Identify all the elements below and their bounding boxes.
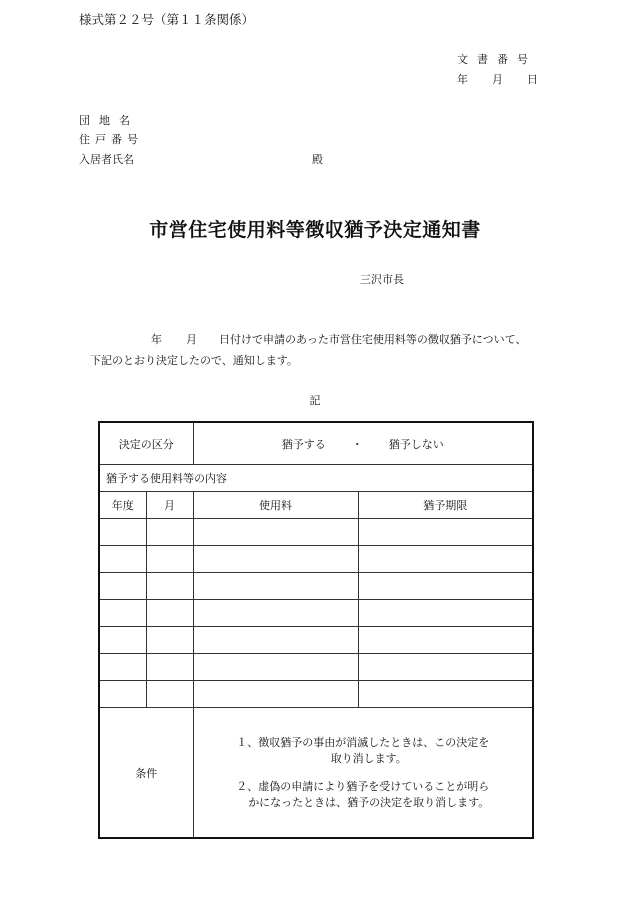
table-row xyxy=(99,546,533,573)
issuer: 三沢市長 xyxy=(360,273,404,286)
option-defer: 猶予する xyxy=(281,437,326,451)
condition-2-line-1: ２、虚偽の申請により猶予を受けていることが明ら xyxy=(236,779,490,793)
col-year: 年度 xyxy=(99,492,146,519)
col-month: 月 xyxy=(146,492,193,519)
condition-1-line-2: 取り消します。 xyxy=(330,751,407,765)
issue-date xyxy=(457,71,542,87)
decision-row xyxy=(99,422,533,465)
danchi-label: 団地名 xyxy=(79,114,139,127)
body-line-1 xyxy=(151,331,526,347)
ki-heading: 記 xyxy=(309,394,321,407)
table-row xyxy=(99,681,533,708)
date-day: 日 xyxy=(527,73,542,86)
col-fee: 使用料 xyxy=(193,492,358,519)
option-no-defer: 猶予しない xyxy=(388,437,444,451)
body-year: 年 xyxy=(151,333,162,346)
table-row xyxy=(99,600,533,627)
col-period: 猶予期限 xyxy=(358,492,533,519)
date-year: 年 xyxy=(457,73,472,86)
body-line-1-text: 日付けで申請のあった市営住宅使用料等の徴収猶予について、 xyxy=(219,333,527,346)
date-month: 月 xyxy=(492,73,507,86)
document-title: 市営住宅使用料等徴収猶予決定通知書 xyxy=(149,219,481,241)
table-row xyxy=(99,573,533,600)
decision-options xyxy=(193,422,533,465)
document-number-label: 文書番号 xyxy=(457,53,537,66)
conditions-text xyxy=(193,708,533,839)
option-separator: ・ xyxy=(351,437,363,451)
decision-label: 決定の区分 xyxy=(99,422,193,465)
condition-1-line-1: １、徴収猶予の事由が消滅したときは、この決定を xyxy=(236,735,490,749)
table-row xyxy=(99,654,533,681)
conditions-label: 条件 xyxy=(99,708,193,839)
form-number: 様式第２２号（第１１条関係） xyxy=(79,12,255,27)
dwelling-number-label: 住戸番号 xyxy=(79,133,143,146)
condition-2-line-2: かになったときは、猶予の決定を取り消します。 xyxy=(248,795,490,809)
honorific: 殿 xyxy=(312,153,323,166)
conditions-row xyxy=(99,708,533,839)
body-line-2: 下記のとおり決定したので、通知します。 xyxy=(90,354,298,367)
content-heading-row xyxy=(99,465,533,492)
deferral-table xyxy=(98,421,534,839)
tenant-name-label: 入居者氏名 xyxy=(79,153,134,166)
table-row xyxy=(99,519,533,546)
column-header-row xyxy=(99,492,533,519)
table-row xyxy=(99,627,533,654)
body-month: 月 xyxy=(186,333,197,346)
content-label: 猶予する使用料等の内容 xyxy=(99,465,533,492)
